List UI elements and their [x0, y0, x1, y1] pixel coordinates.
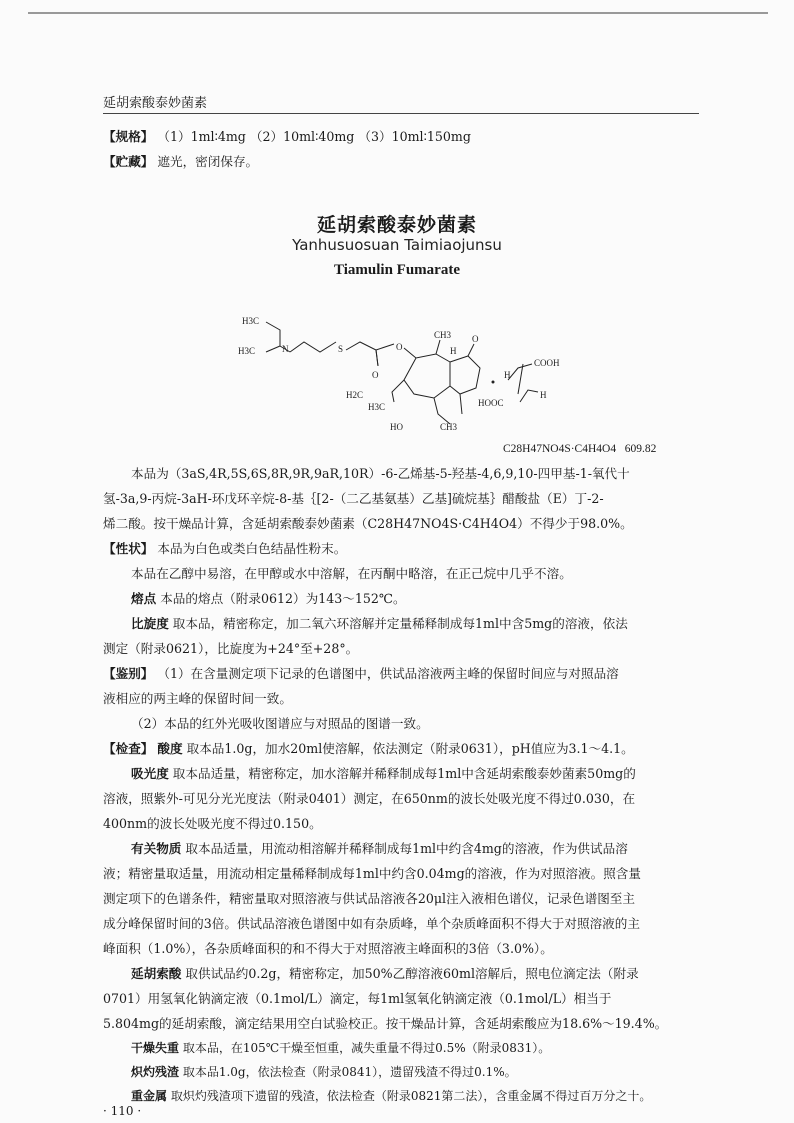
intro-line-2: 氢-3a,9-丙烷-3aH-环戊环辛烷-8-基｛[2-（二乙基氨基）乙基]硫烷基｝醋酸盐（E）丁-2-: [103, 491, 604, 506]
struct-label-h-fumaric-2: H: [540, 390, 547, 400]
struct-label-s: S: [338, 344, 344, 354]
struct-label-ch3-top: CH3: [434, 330, 452, 340]
struct-label-h2c: H2C: [346, 390, 364, 400]
related-substances-line-1: [131, 836, 703, 861]
fumaric-acid-text: 取供试品约0.2g，精密称定，加50%乙醇溶液60ml溶解后，照电位滴定法（附录: [185, 966, 639, 981]
loss-on-drying-line: [131, 1036, 703, 1061]
identification-line-2: 液相应的两主峰的保留时间一致。: [103, 691, 292, 706]
scan-top-border: [28, 12, 768, 14]
related-substances-line-3: 测定项下的色谱条件，精密量取对照溶液与供试品溶液各20μl注入液相色谱仪，记录色谱图至主: [103, 891, 635, 906]
storage-line: [103, 149, 703, 174]
related-substances-line-5: 峰面积（1.0%），各杂质峰面积的和不得大于对照溶液主峰面积的3倍（3.0%）。: [103, 941, 553, 956]
page-number: · 110 ·: [103, 1104, 142, 1118]
related-substances-label: 有关物质: [131, 841, 182, 856]
struct-label-o-ester: O: [396, 342, 403, 352]
acidity-line: [103, 736, 703, 761]
chemical-structure: [228, 302, 608, 452]
intro-line-3: 烯二酸。按干燥品计算，含延胡索酸泰妙菌素（C28H47NO4S·C4H4O4）不得少于98.0%。: [103, 516, 633, 531]
struct-label-h3c-3: H3C: [368, 402, 386, 412]
character-line: [103, 536, 703, 561]
fumaric-acid-line-3: 5.804mg的延胡索酸，滴定结果用空白试验校正。按干燥品计算，含延胡索酸应为18.6%～19.4%。: [103, 1016, 668, 1031]
heavy-metals-text: 取炽灼残渣项下遗留的残渣，依法检查（附录0821第二法），含重金属不得过百万分之十。: [170, 1089, 652, 1103]
mp-text: 本品的熔点（附录0612）为143～152℃。: [160, 591, 406, 606]
struct-label-o-carbonyl: O: [372, 370, 379, 380]
struct-label-ch3-bottom: CH3: [440, 422, 458, 432]
fumaric-acid-line-1: [131, 961, 703, 986]
heavy-metals-line: [131, 1084, 703, 1109]
absorbance-line-3: 400nm的波长处吸光度不得过0.150。: [103, 816, 322, 831]
heavy-metals-label: 重金属: [131, 1089, 168, 1103]
absorbance-label: 吸光度: [131, 766, 169, 781]
rotation-line-1: [131, 611, 703, 636]
spec-line: [103, 124, 703, 149]
residue-label: 炽灼残渣: [131, 1065, 180, 1079]
identification-label: 【鉴别】: [103, 666, 154, 681]
rotation-text: 取本品，精密称定，加二氧六环溶解并定量稀释制成每1ml中含5mg的溶液，依法: [172, 616, 628, 631]
character-label: 【性状】: [103, 541, 154, 556]
intro-line-1: 本品为（3aS,4R,5S,6S,8R,9R,9aR,10R）-6-乙烯基-5-羟基-4,6,9,10-四甲基-1-氧代十: [131, 466, 630, 481]
exam-label: 【检查】: [103, 741, 154, 756]
struct-label-cooh: COOH: [534, 358, 560, 368]
struct-label-ho: HO: [390, 422, 403, 432]
loss-on-drying-text: 取本品，在105℃干燥至恒重，减失重量不得过0.5%（附录0831）。: [182, 1041, 551, 1055]
acidity-text: 取本品1.0g，加水20ml使溶解，依法测定（附录0631），pH值应为3.1～4.1。: [186, 741, 634, 756]
storage-text: 遮光，密闭保存。: [157, 154, 259, 169]
struct-label-n: N: [282, 344, 289, 354]
rotation-label: 比旋度: [131, 616, 169, 631]
struct-label-h-fumaric-1: H: [504, 370, 511, 380]
struct-label-o-ketone: O: [472, 334, 479, 344]
related-substances-line-4: 成分峰保留时间的3倍。供试品溶液色谱图中如有杂质峰，单个杂质峰面积不得大于对照溶液的主: [103, 916, 640, 931]
storage-label: 【贮藏】: [103, 154, 154, 169]
character-text: 本品为白色或类白色结晶性粉末。: [157, 541, 347, 556]
identification-line-1: [103, 661, 703, 686]
struct-label-hooc: HOOC: [478, 398, 504, 408]
loss-on-drying-label: 干燥失重: [131, 1041, 180, 1055]
fumaric-acid-line-2: 0701）用氢氧化钠滴定液（0.1mol/L）滴定，每1ml氢氧化钠滴定液（0.1mol/L）相当于: [103, 991, 612, 1006]
fumaric-acid-label: 延胡索酸: [131, 966, 182, 981]
monograph-title-pinyin: Yanhusuosuan Taimiaojunsu: [292, 236, 502, 254]
identification-line-3: （2）本品的红外光吸收图谱应与对照品的图谱一致。: [131, 716, 429, 731]
struct-label-h3c-2: H3C: [238, 346, 256, 356]
formula-molecular: C28H47NO4S·C4H4O4: [503, 443, 617, 455]
identification-text: （1）在含量测定项下记录的色谱图中，供试品溶液两主峰的保留时间应与对照品溶: [157, 666, 619, 681]
spec-text: （1）1ml∶4mg （2）10ml∶40mg （3）10ml∶150mg: [157, 129, 471, 144]
absorbance-line-1: [131, 761, 703, 786]
running-header: 延胡索酸泰妙菌素: [103, 96, 208, 111]
related-substances-text: 取本品适量，用流动相溶解并稀释制成每1ml中约含4mg的溶液，作为供试品溶: [185, 841, 628, 856]
residue-text: 取本品1.0g，依法检查（附录0841），遗留残渣不得过0.1%。: [182, 1065, 517, 1079]
molecular-formula: [503, 443, 656, 455]
struct-label-h-top: H: [450, 346, 457, 356]
monograph-title-cn: 延胡索酸泰妙菌素: [316, 214, 477, 236]
absorbance-line-2: 溶液，照紫外-可见分光光度法（附录0401）测定，在650nm的波长处吸光度不得过0.030，在: [103, 791, 636, 806]
solubility-line: 本品在乙醇中易溶，在甲醇或水中溶解，在丙酮中略溶，在正己烷中几乎不溶。: [131, 566, 572, 581]
melting-point-line: [131, 586, 703, 611]
rotation-line-2: 测定（附录0621），比旋度为+24°至+28°。: [103, 641, 359, 656]
acidity-label: 酸度: [157, 741, 183, 756]
mp-label: 熔点: [131, 591, 157, 606]
related-substances-line-2: 液；精密量取适量，用流动相定量稀释制成每1ml中约含0.04mg的溶液，作为对照溶液。照含量: [103, 866, 641, 881]
struct-label-h3c-1: H3C: [242, 316, 260, 326]
spec-label: 【规格】: [103, 129, 154, 144]
residue-on-ignition-line: [131, 1060, 703, 1085]
monograph-title-en: Tiamulin Fumarate: [334, 262, 460, 278]
header-rule: [103, 113, 699, 114]
formula-weight: 609.82: [624, 443, 657, 455]
absorbance-text: 取本品适量，精密称定，加水溶解并稀释制成每1ml中含延胡索酸泰妙菌素50mg的: [172, 766, 636, 781]
